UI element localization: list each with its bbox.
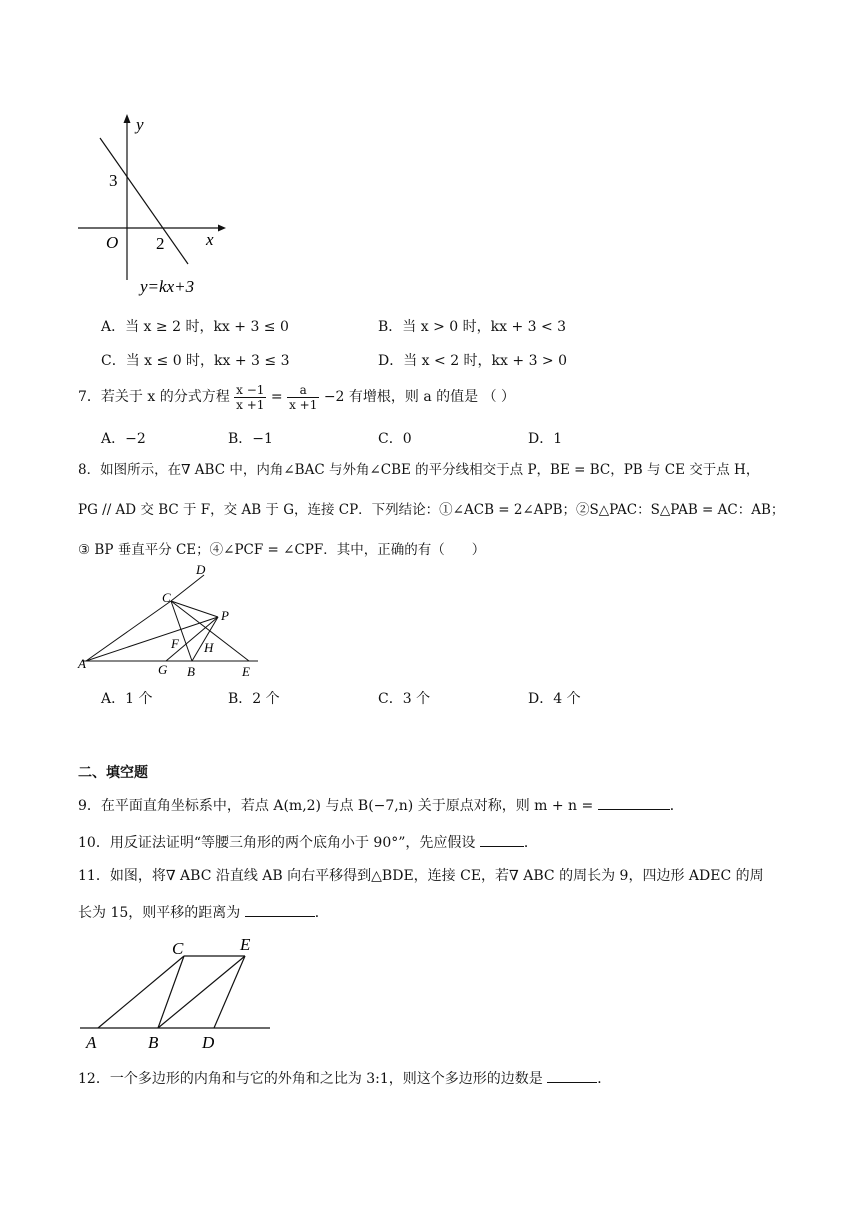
segment-ac (86, 601, 171, 661)
label-c: C (162, 590, 171, 605)
origin-label: O (106, 233, 119, 252)
equation-label: y=kx+3 (140, 277, 195, 296)
q6-option-d: D．当 x < 2 时，kx + 3 > 0 (378, 353, 568, 369)
label-d: D (196, 562, 206, 577)
segment-cd (171, 575, 204, 601)
segment-cb (171, 601, 192, 661)
q10-end: ． (523, 835, 538, 851)
label-b: B (148, 1033, 159, 1052)
q6-option-c: C．当 x ≤ 0 时，kx + 3 ≤ 3 (101, 353, 290, 369)
q7-stem (78, 382, 515, 412)
q10-text: 10．用反证法证明“等腰三角形的两个底角小于 90°”，先应假设 (78, 835, 476, 851)
y-axis-arrow (124, 114, 131, 123)
y-intercept-label: 3 (109, 171, 118, 190)
label-p: P (221, 608, 229, 623)
label-e: E (242, 664, 250, 679)
q12-stem (78, 1068, 611, 1089)
q8-option-a: A．1 个 (101, 691, 153, 707)
q6-graph (70, 108, 240, 303)
label-a: A (86, 1033, 97, 1052)
q11-end: ． (314, 905, 329, 921)
q11-line-2 (78, 902, 329, 923)
label-e: E (240, 935, 251, 954)
segment-ed (214, 956, 245, 1028)
q12-text: 12．一个多边形的内角和与它的外角和之比为 3:1，则这个多边形的边数是 (78, 1071, 543, 1087)
q8-option-c: C．3 个 (378, 691, 431, 707)
q10-stem (78, 832, 538, 853)
q8-option-d: D．4 个 (528, 691, 581, 707)
y-axis-label: y (136, 115, 144, 134)
q12-end: ． (597, 1071, 612, 1087)
q9-text: 9．在平面直角坐标系中，若点 A(m,2) 与点 B(−7,n) 关于原点对称，则 m + n = (78, 798, 594, 814)
q7-rhs-num: a (287, 383, 319, 398)
q7-option-c: C．0 (378, 431, 412, 447)
x-intercept-label: 2 (156, 234, 165, 253)
section-heading: 二、填空题 (78, 765, 148, 781)
q12-answer-blank[interactable] (547, 1068, 597, 1083)
q9-end: ． (669, 798, 684, 814)
q8-line-2: PG // AD 交 BC 于 F，交 AB 于 G，连接 CP．下列结论：①∠ACB = 2∠APB；②S△PAC：S△PAB = AC：AB； (78, 502, 785, 518)
q7-rhs-fraction (287, 383, 319, 412)
q11-text-2: 长为 15，则平移的距离为 (78, 905, 241, 921)
label-b: B (187, 664, 195, 679)
q8-option-b: B．2 个 (228, 691, 280, 707)
q7-lhs-fraction (234, 383, 266, 412)
q7-prefix: 7．若关于 x 的分式方程 (78, 389, 230, 405)
q7-suffix: −2 有增根，则 a 的值是 （ ） (323, 389, 516, 405)
q11-figure (74, 930, 274, 1055)
q6-option-b: B．当 x > 0 时，kx + 3 < 3 (378, 319, 567, 335)
q7-option-d: D．1 (528, 431, 563, 447)
q7-option-a: A．−2 (101, 431, 146, 447)
q11-answer-blank[interactable] (245, 902, 315, 917)
label-d: D (202, 1033, 215, 1052)
label-g: G (158, 662, 168, 677)
q11-line-1: 11．如图，将∇ ABC 沿直线 AB 向右平移得到△BDE，连接 CE，若∇ ABC 的周长为 9，四边形 ADEC 的周 (78, 868, 764, 884)
q7-lhs-num: x −1 (236, 382, 265, 397)
q6-option-a: A．当 x ≥ 2 时，kx + 3 ≤ 0 (101, 319, 289, 335)
q7-lhs-den: x +1 (236, 397, 265, 412)
x-axis-label: x (206, 230, 214, 249)
q7-equals: = (270, 389, 283, 405)
q9-answer-blank[interactable] (598, 795, 670, 810)
q8-figure (74, 560, 264, 682)
q7-option-b: B．−1 (228, 431, 273, 447)
q9-stem (78, 795, 684, 816)
q8-line-3: ③ BP 垂直平分 CE；④∠PCF = ∠CPF．其中，正确的有（ ） (78, 542, 486, 558)
q8-line-1: 8．如图所示，在∇ ABC 中，内角∠BAC 与外角∠CBE 的平分线相交于点 P，BE = BC，PB 与 CE 交于点 H， (78, 462, 760, 478)
q10-answer-blank[interactable] (480, 832, 524, 847)
segment-cp (171, 601, 218, 617)
label-a: A (78, 656, 86, 671)
q7-rhs-den: x +1 (289, 397, 318, 412)
segment-ap (86, 617, 218, 661)
label-h: H (204, 640, 214, 655)
x-axis-arrow (218, 225, 226, 232)
label-f: F (171, 636, 179, 651)
label-c: C (172, 939, 184, 958)
